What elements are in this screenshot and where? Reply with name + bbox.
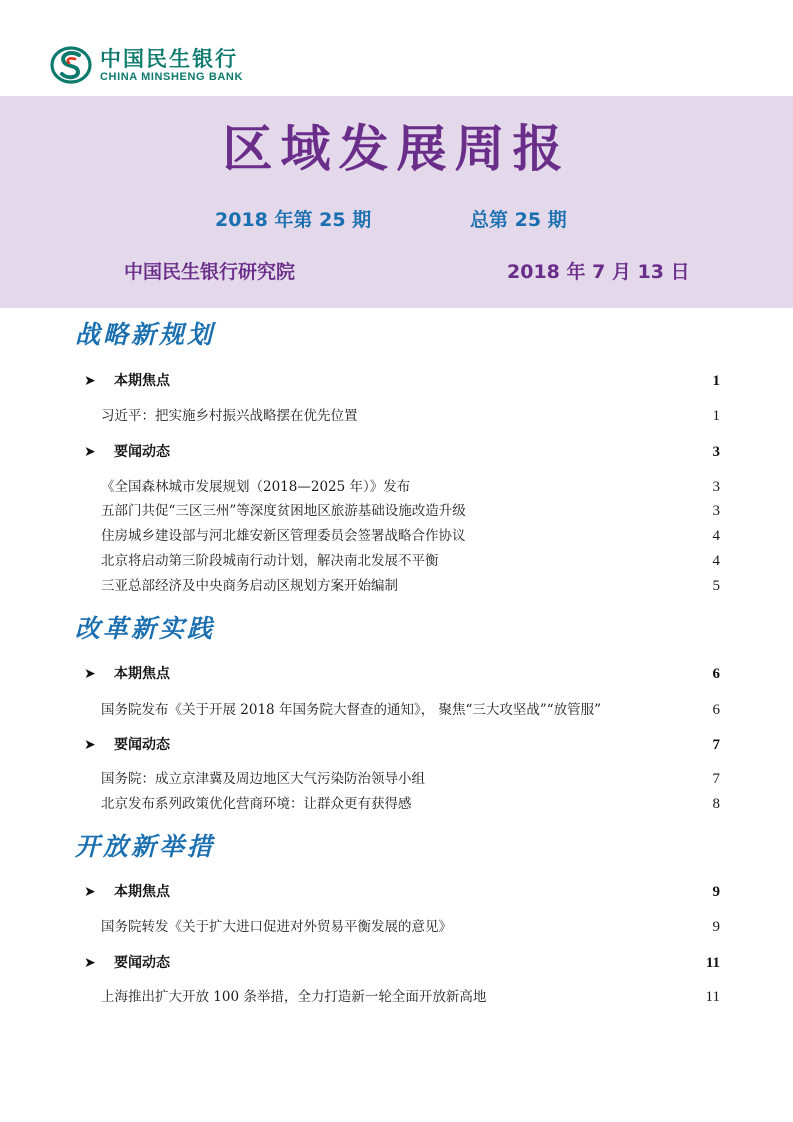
toc-entry-text: 北京发布系列政策优化营商环境：让群众更有获得感: [101, 796, 412, 812]
toc-page-number: 9: [712, 884, 720, 900]
toc-entry[interactable]: [101, 501, 720, 521]
total-issue-number: 总第 25 期: [470, 209, 567, 231]
arrow-bullet-icon: ➤: [84, 955, 96, 971]
toc-page-number: 1: [712, 373, 720, 389]
toc-entry-text: 上海推出扩大开放 100 条举措，全力打造新一轮全面开放新高地: [101, 989, 487, 1005]
toc-entry-text: 住房城乡建设部与河北雄安新区管理委员会签署战略合作协议: [101, 528, 466, 544]
toc-entry-text: 国务院转发《关于扩大进口促进对外贸易平衡发展的意见》: [101, 919, 452, 935]
toc-page-number: 11: [705, 989, 720, 1005]
bank-logo: [50, 44, 243, 86]
toc-entry-text: 三亚总部经济及中央商务启动区规划方案开始编制: [101, 578, 398, 594]
toc-entry[interactable]: [101, 987, 720, 1007]
toc-heading-label: 本期焦点: [114, 373, 170, 389]
arrow-bullet-icon: ➤: [84, 884, 96, 900]
toc-heading-label: 本期焦点: [114, 884, 170, 900]
toc-entry-text: 国务院：成立京津冀及周边地区大气污染防治领导小组: [101, 771, 425, 787]
toc-page-number: 9: [712, 919, 720, 935]
toc-entry-text: 国务院发布《关于开展 2018 年国务院大督查的通知》， 聚焦“三大攻坚战”“放管服”: [101, 702, 602, 718]
toc-entry[interactable]: [101, 477, 720, 497]
toc-entry[interactable]: [101, 917, 720, 937]
toc-page-number: 1: [712, 408, 720, 424]
toc-page-number: 11: [705, 955, 720, 971]
toc-heading[interactable]: [84, 953, 720, 973]
toc-heading[interactable]: [84, 735, 720, 755]
toc-heading[interactable]: [84, 664, 720, 684]
toc-heading-label: 要闻动态: [114, 444, 170, 460]
logo-chinese-name: 中国民生银行: [100, 46, 238, 71]
toc-entry-text: 北京将启动第三阶段城南行动计划，解决南北发展不平衡: [101, 553, 439, 569]
toc-entry[interactable]: [101, 406, 720, 426]
toc-page-number: 4: [712, 553, 720, 569]
logo-english-name: CHINA MINSHENG BANK: [100, 70, 243, 83]
arrow-bullet-icon: ➤: [84, 373, 96, 389]
section-title: 改革新实践: [75, 614, 216, 643]
toc-entry[interactable]: [101, 576, 720, 596]
title-banner: [0, 96, 793, 308]
report-title: 区域发展周报: [222, 120, 571, 178]
toc-entry[interactable]: [101, 769, 720, 789]
publish-date: 2018 年 7 月 13 日: [507, 261, 690, 283]
toc-heading[interactable]: [84, 882, 720, 902]
arrow-bullet-icon: ➤: [84, 737, 96, 753]
toc-entry[interactable]: [101, 551, 720, 571]
toc-entry-text: 《全国森林城市发展规划（2018—2025 年）》发布: [101, 479, 411, 495]
section-title: 开放新举措: [75, 832, 216, 861]
toc-page-number: 3: [712, 503, 720, 519]
toc-entry[interactable]: [101, 794, 720, 814]
toc-heading[interactable]: [84, 371, 720, 391]
minsheng-bank-logo-icon: [50, 45, 92, 85]
publisher-name: 中国民生银行研究院: [124, 261, 296, 283]
toc-heading[interactable]: [84, 442, 720, 462]
toc-page-number: 3: [712, 479, 720, 495]
toc-entry-text: 五部门共促“三区三州”等深度贫困地区旅游基础设施改造升级: [101, 503, 466, 519]
toc-page-number: 6: [712, 666, 720, 682]
toc-page-number: 6: [712, 702, 720, 718]
toc-heading-label: 要闻动态: [114, 955, 170, 971]
toc-entry-text: 习近平：把实施乡村振兴战略摆在优先位置: [101, 408, 358, 424]
toc-page-number: 3: [712, 444, 720, 460]
toc-entry[interactable]: [101, 700, 720, 720]
section-title: 战略新规划: [75, 320, 216, 349]
toc-page-number: 5: [712, 578, 720, 594]
toc-entry[interactable]: [101, 526, 720, 546]
toc-page-number: 7: [712, 737, 720, 753]
toc-heading-label: 本期焦点: [114, 666, 170, 682]
toc-heading-label: 要闻动态: [114, 737, 170, 753]
issue-number: 2018 年第 25 期: [215, 209, 372, 231]
toc-page-number: 8: [712, 796, 720, 812]
toc-page-number: 4: [712, 528, 720, 544]
toc-page-number: 7: [712, 771, 720, 787]
arrow-bullet-icon: ➤: [84, 666, 96, 682]
arrow-bullet-icon: ➤: [84, 444, 96, 460]
